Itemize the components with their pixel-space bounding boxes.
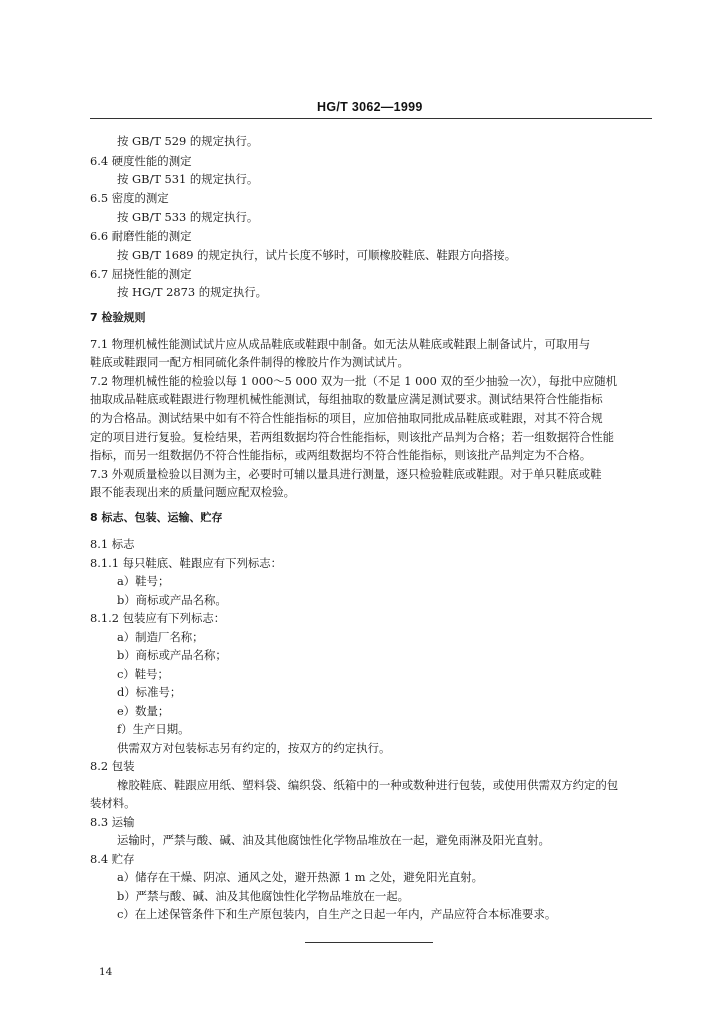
end-rule [305,942,433,943]
body-line: 指标，而另一组数据仍不符合性能指标，或两组数据均不符合性能指标，则该批产品判定为不合格。 [90,448,592,462]
body-line: 按 GB/T 529 的规定执行。 [117,134,259,148]
body-line: 运输时，严禁与酸、碱、油及其他腐蚀性化学物品堆放在一起，避免雨淋及阳光直射。 [117,833,550,847]
section-heading: 8.1.1 每只鞋底、鞋跟应有下列标志： [90,556,283,570]
section-heading: 6.4 硬度性能的测定 [90,154,192,168]
section-heading: 8.1.2 包装应有下列标志： [90,611,226,625]
list-item: b）严禁与酸、碱、油及其他腐蚀性化学物品堆放在一起。 [117,889,410,903]
body-line: 跟不能表现出来的质量问题应配双检验。 [90,485,296,499]
body-line: 7.3 外观质量检验以目测为主，必要时可辅以量具进行测量，逐只检验鞋底或鞋跟。对于单只鞋底或鞋 [90,467,602,481]
list-item: c）鞋号； [117,667,169,681]
list-item: a）鞋号； [117,574,170,588]
body-line: 鞋底或鞋跟同一配方相同硫化条件制得的橡胶片作为测试试片。 [90,355,409,369]
body-line: 橡胶鞋底、鞋跟应用纸、塑料袋、编织袋、纸箱中的一种或数种进行包装，或使用供需双方约定的包 [117,778,619,792]
header-rule [90,118,652,119]
section-heading: 8.3 运输 [90,815,135,829]
body-line: 定的项目进行复验。复检结果，若两组数据均符合性能指标，则该批产品判为合格；若一组数据符合性能 [90,430,614,444]
section-heading: 6.7 屈挠性能的测定 [90,267,192,281]
body-line: 按 GB/T 1689 的规定执行，试片长度不够时，可顺橡胶鞋底、鞋跟方向搭接。 [117,248,517,262]
body-line: 按 GB/T 531 的规定执行。 [117,172,259,186]
section-heading: 6.6 耐磨性能的测定 [90,229,192,243]
list-item: b）商标或产品名称。 [117,593,227,607]
body-line: 按 GB/T 533 的规定执行。 [117,210,259,224]
body-line: 的为合格品。测试结果中如有不符合性能指标的项目，应加倍抽取同批成品鞋底或鞋跟，对其不符合规 [90,411,603,425]
chapter-heading: 8 标志、包装、运输、贮存 [90,511,223,524]
section-heading: 8.4 贮存 [90,852,135,866]
list-item: e）数量； [117,704,170,718]
body-line: 供需双方对包装标志另有约定的，按双方的约定执行。 [117,741,391,755]
section-heading: 6.5 密度的测定 [90,191,169,205]
body-line: 按 HG/T 2873 的规定执行。 [117,285,268,299]
section-heading: 8.2 包装 [90,759,135,773]
list-item: f）生产日期。 [117,722,190,736]
body-line: 7.2 物理机械性能的检验以每 1 000～5 000 双为一批（不足 1 000 双的至少抽验一次），每批中应随机 [90,374,618,388]
list-item: b）商标或产品名称； [117,648,227,662]
running-header-standard-number: HG/T 3062—1999 [317,100,423,114]
page-number: 14 [99,966,113,978]
list-item: d）标准号； [117,685,182,699]
list-item: a）储存在干燥、阴凉、通风之处，避开热源 1 m 之处，避免阳光直射。 [117,870,484,884]
list-item: a）制造厂名称； [117,630,204,644]
section-heading: 8.1 标志 [90,537,135,551]
list-item: c）在上述保管条件下和生产原包装内，自生产之日起一年内，产品应符合本标准要求。 [117,907,557,921]
body-line: 装材料。 [90,796,136,810]
chapter-heading: 7 检验规则 [90,311,146,324]
body-line: 抽取成品鞋底或鞋跟进行物理机械性能测试，每组抽取的数量应满足测试要求。测试结果符合性能指标 [90,392,603,406]
body-line: 7.1 物理机械性能测试试片应从成品鞋底或鞋跟中制备。如无法从鞋底或鞋跟上制备试片，可取用与 [90,337,591,351]
